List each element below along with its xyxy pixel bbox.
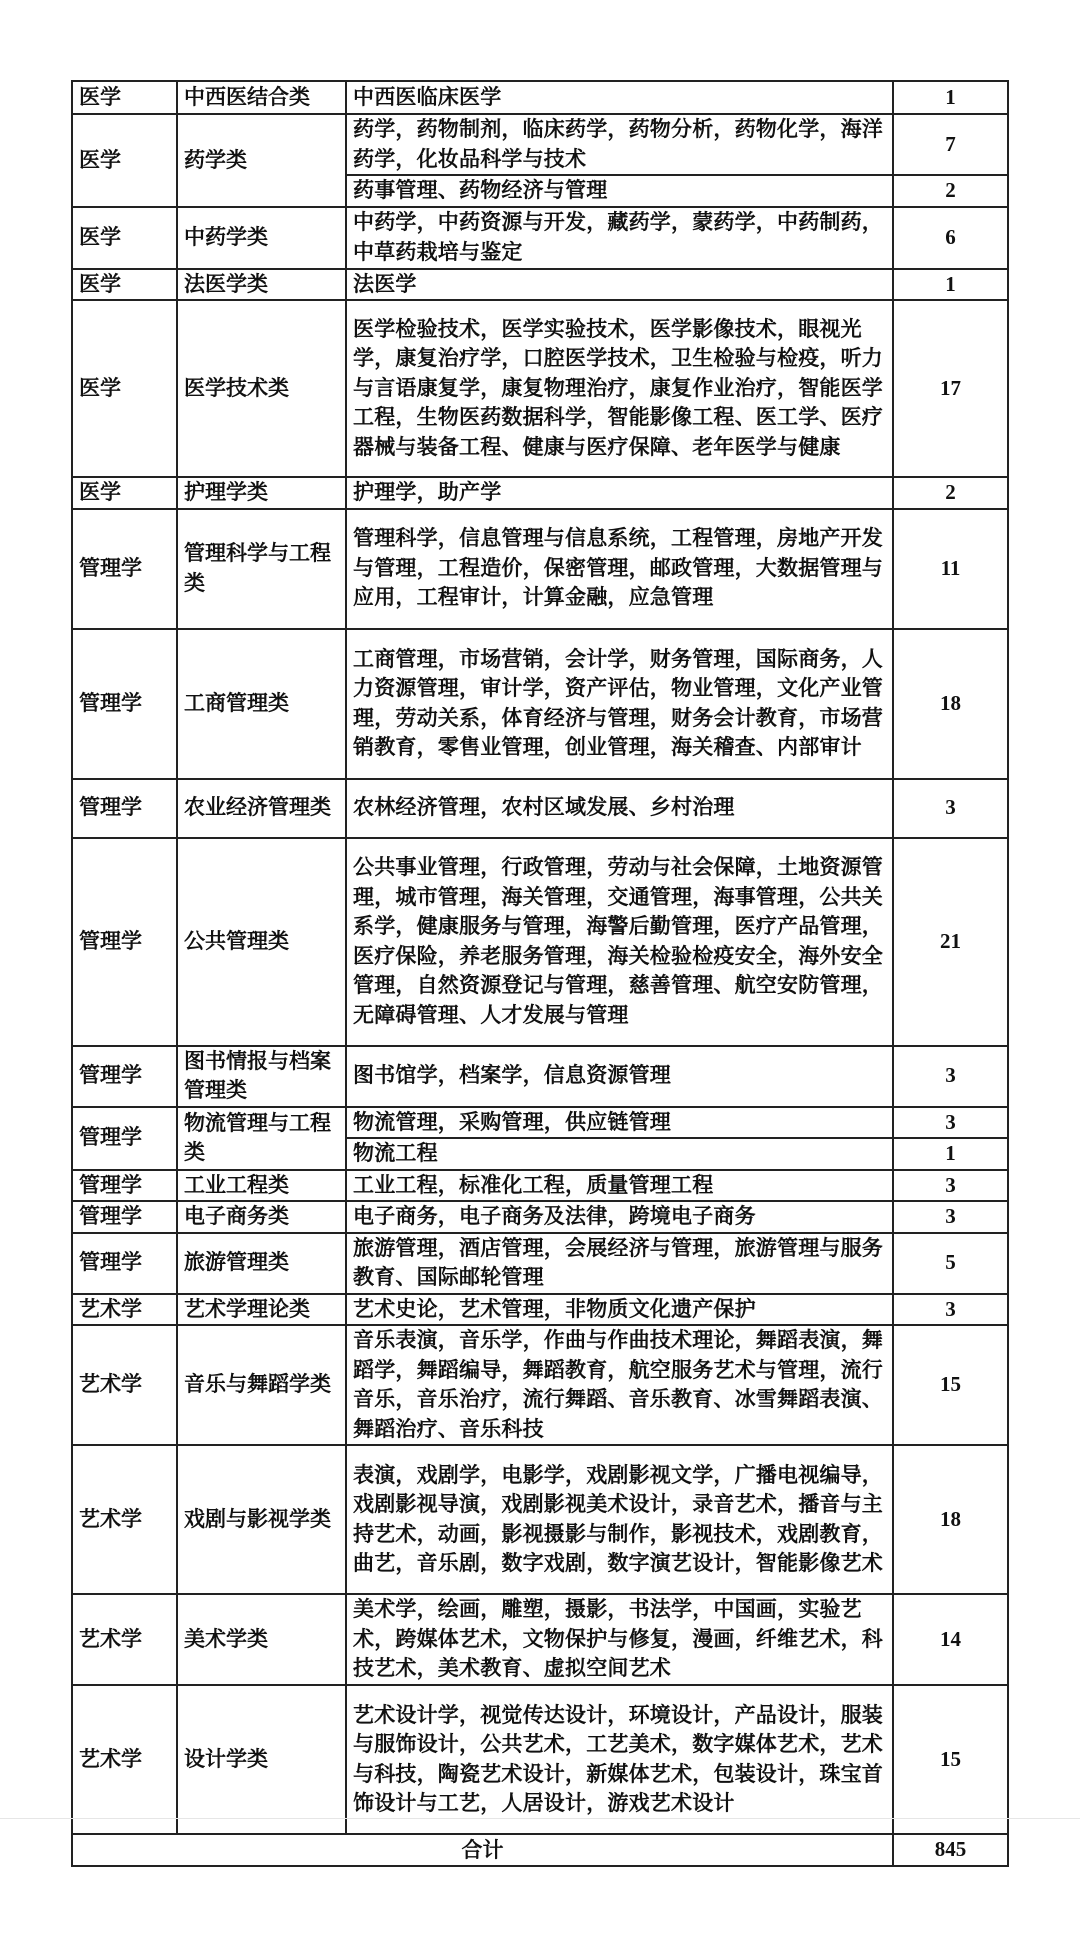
count-cell: 6 — [893, 207, 1008, 269]
majors-cell: 音乐表演，音乐学，作曲与作曲技术理论，舞蹈表演，舞蹈学，舞蹈编导，舞蹈教育，航空服务艺术与管理，流行音乐，音乐治疗，流行舞蹈、音乐教育、冰雪舞蹈表演、舞蹈治疗、音乐科技 — [346, 1325, 893, 1445]
category-cell: 医学 — [72, 207, 177, 269]
table-row — [72, 269, 1008, 301]
count-cell: 3 — [893, 1046, 1008, 1107]
class-cell: 医学技术类 — [177, 300, 346, 477]
majors-cell: 农林经济管理，农村区域发展、乡村治理 — [346, 779, 893, 838]
category-cell: 管理学 — [72, 1233, 177, 1294]
table-row — [72, 114, 1008, 175]
class-cell: 美术学类 — [177, 1594, 346, 1685]
majors-cell: 工业工程，标准化工程，质量管理工程 — [346, 1170, 893, 1202]
class-cell: 护理学类 — [177, 477, 346, 509]
total-label: 合计 — [72, 1834, 893, 1866]
table-row — [72, 1046, 1008, 1107]
count-cell: 18 — [893, 629, 1008, 779]
majors-cell: 药学，药物制剂，临床药学，药物分析，药物化学，海洋药学，化妆品科学与技术 — [346, 114, 893, 175]
category-cell: 管理学 — [72, 629, 177, 779]
class-cell: 法医学类 — [177, 269, 346, 301]
table-row — [72, 477, 1008, 509]
table-row — [72, 1294, 1008, 1326]
count-cell: 14 — [893, 1594, 1008, 1685]
category-cell: 艺术学 — [72, 1325, 177, 1445]
count-cell: 3 — [893, 1294, 1008, 1326]
count-cell: 1 — [893, 81, 1008, 114]
majors-cell: 医学检验技术，医学实验技术，医学影像技术，眼视光学，康复治疗学，口腔医学技术，卫生检验与检疫，听力与言语康复学，康复物理治疗，康复作业治疗，智能医学工程，生物医药数据科学，智能影像工程、医工学、医疗器械与装备工程、健康与医疗保障、老年医学与健康 — [346, 300, 893, 477]
count-cell: 15 — [893, 1325, 1008, 1445]
count-cell: 7 — [893, 114, 1008, 175]
total-row — [72, 1834, 1008, 1866]
majors-table — [71, 80, 1009, 1867]
class-cell: 电子商务类 — [177, 1201, 346, 1233]
count-cell: 1 — [893, 1138, 1008, 1170]
count-cell: 2 — [893, 175, 1008, 207]
table-row — [72, 1170, 1008, 1202]
category-cell: 医学 — [72, 269, 177, 301]
majors-cell: 旅游管理，酒店管理，会展经济与管理，旅游管理与服务教育、国际邮轮管理 — [346, 1233, 893, 1294]
majors-cell: 艺术史论，艺术管理，非物质文化遗产保护 — [346, 1294, 893, 1326]
majors-cell: 护理学，助产学 — [346, 477, 893, 509]
category-cell: 管理学 — [72, 1107, 177, 1170]
category-cell: 医学 — [72, 300, 177, 477]
class-cell: 药学类 — [177, 114, 346, 207]
class-cell: 农业经济管理类 — [177, 779, 346, 838]
table-row — [72, 1325, 1008, 1445]
table-row — [72, 1685, 1008, 1834]
majors-cell: 物流管理，采购管理，供应链管理 — [346, 1107, 893, 1139]
category-cell: 艺术学 — [72, 1685, 177, 1834]
majors-cell: 管理科学，信息管理与信息系统，工程管理，房地产开发与管理，工程造价，保密管理，邮政管理，大数据管理与应用，工程审计，计算金融，应急管理 — [346, 509, 893, 629]
majors-cell: 公共事业管理，行政管理，劳动与社会保障，土地资源管理，城市管理，海关管理，交通管理，海事管理，公共关系学，健康服务与管理，海警后勤管理，医疗产品管理，医疗保险，养老服务管理，海关检验检疫安全，海外安全管理，自然资源登记与管理，慈善管理、航空安防管理，无障碍管理、人才发展与管理 — [346, 838, 893, 1046]
table-row — [72, 1445, 1008, 1594]
count-cell: 5 — [893, 1233, 1008, 1294]
table-row — [72, 629, 1008, 779]
count-cell: 21 — [893, 838, 1008, 1046]
majors-cell: 电子商务，电子商务及法律，跨境电子商务 — [346, 1201, 893, 1233]
category-cell: 医学 — [72, 477, 177, 509]
class-cell: 旅游管理类 — [177, 1233, 346, 1294]
table-row — [72, 207, 1008, 269]
page-divider — [0, 1818, 1080, 1819]
class-cell: 艺术学理论类 — [177, 1294, 346, 1326]
majors-cell: 物流工程 — [346, 1138, 893, 1170]
table-row — [72, 300, 1008, 477]
category-cell: 管理学 — [72, 838, 177, 1046]
count-cell: 11 — [893, 509, 1008, 629]
table-row — [72, 779, 1008, 838]
count-cell: 15 — [893, 1685, 1008, 1834]
class-cell: 戏剧与影视学类 — [177, 1445, 346, 1594]
class-cell: 中药学类 — [177, 207, 346, 269]
category-cell: 医学 — [72, 81, 177, 114]
majors-cell: 工商管理，市场营销，会计学，财务管理，国际商务，人力资源管理，审计学，资产评估，物业管理，文化产业管理，劳动关系，体育经济与管理，财务会计教育，市场营销教育，零售业管理，创业管理，海关稽查、内部审计 — [346, 629, 893, 779]
class-cell: 工商管理类 — [177, 629, 346, 779]
majors-cell: 图书馆学，档案学，信息资源管理 — [346, 1046, 893, 1107]
class-cell: 工业工程类 — [177, 1170, 346, 1202]
class-cell: 物流管理与工程类 — [177, 1107, 346, 1170]
majors-cell: 药事管理、药物经济与管理 — [346, 175, 893, 207]
class-cell: 管理科学与工程类 — [177, 509, 346, 629]
table-row — [72, 509, 1008, 629]
count-cell: 3 — [893, 1201, 1008, 1233]
majors-table-sheet — [71, 80, 1007, 1867]
table-row — [72, 1233, 1008, 1294]
total-count: 845 — [893, 1834, 1008, 1866]
class-cell: 公共管理类 — [177, 838, 346, 1046]
category-cell: 管理学 — [72, 509, 177, 629]
count-cell: 3 — [893, 779, 1008, 838]
table-row — [72, 1107, 1008, 1139]
majors-cell: 艺术设计学，视觉传达设计，环境设计，产品设计，服装与服饰设计，公共艺术，工艺美术，数字媒体艺术，艺术与科技，陶瓷艺术设计，新媒体艺术，包装设计，珠宝首饰设计与工艺，人居设计，游戏艺术设计 — [346, 1685, 893, 1834]
class-cell: 音乐与舞蹈学类 — [177, 1325, 346, 1445]
count-cell: 1 — [893, 269, 1008, 301]
category-cell: 艺术学 — [72, 1294, 177, 1326]
category-cell: 艺术学 — [72, 1594, 177, 1685]
class-cell: 图书情报与档案管理类 — [177, 1046, 346, 1107]
category-cell: 医学 — [72, 114, 177, 207]
category-cell: 管理学 — [72, 1170, 177, 1202]
table-row — [72, 81, 1008, 114]
table-row — [72, 838, 1008, 1046]
count-cell: 3 — [893, 1107, 1008, 1139]
majors-cell: 表演，戏剧学，电影学，戏剧影视文学，广播电视编导，戏剧影视导演，戏剧影视美术设计，录音艺术，播音与主持艺术，动画，影视摄影与制作，影视技术，戏剧教育，曲艺，音乐剧，数字戏剧，数字演艺设计，智能影像艺术 — [346, 1445, 893, 1594]
category-cell: 管理学 — [72, 1046, 177, 1107]
category-cell: 管理学 — [72, 779, 177, 838]
table-row — [72, 1594, 1008, 1685]
majors-cell: 中药学，中药资源与开发，藏药学，蒙药学，中药制药，中草药栽培与鉴定 — [346, 207, 893, 269]
category-cell: 管理学 — [72, 1201, 177, 1233]
count-cell: 2 — [893, 477, 1008, 509]
count-cell: 17 — [893, 300, 1008, 477]
count-cell: 18 — [893, 1445, 1008, 1594]
table-row — [72, 1201, 1008, 1233]
majors-cell: 法医学 — [346, 269, 893, 301]
count-cell: 3 — [893, 1170, 1008, 1202]
category-cell: 艺术学 — [72, 1445, 177, 1594]
majors-cell: 中西医临床医学 — [346, 81, 893, 114]
class-cell: 设计学类 — [177, 1685, 346, 1834]
class-cell: 中西医结合类 — [177, 81, 346, 114]
majors-cell: 美术学，绘画，雕塑，摄影，书法学，中国画，实验艺术，跨媒体艺术，文物保护与修复，漫画，纤维艺术，科技艺术，美术教育、虚拟空间艺术 — [346, 1594, 893, 1685]
